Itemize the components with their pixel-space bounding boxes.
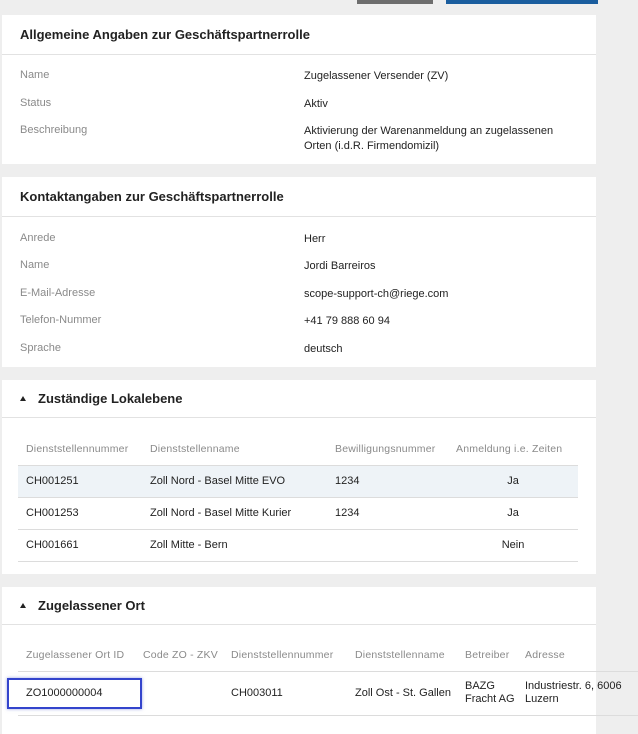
table-cell: CH003011 (231, 687, 283, 699)
column-header[interactable]: Betreiber (465, 649, 510, 662)
table-cell: 1234 (335, 507, 360, 519)
table-cell: Zoll Nord - Basel Mitte Kurier (150, 507, 292, 519)
field-value-salutation: Herr (304, 233, 326, 245)
table-cell: Ja (507, 507, 519, 519)
column-header[interactable]: Dienststellennummer (231, 649, 334, 662)
table-cell: Zoll Ost - St. Gallen (355, 686, 451, 699)
table-cell: Zoll Mitte - Bern (150, 539, 228, 551)
table-cell: CH001253 (26, 507, 79, 519)
table-cell (327, 529, 448, 561)
column-header[interactable]: Anmeldung i.e. Zeiten (456, 442, 563, 455)
table-cell[interactable]: ZO1000000004 (26, 687, 103, 699)
secondary-action-button[interactable] (357, 0, 433, 4)
field-value-contact-name: Jordi Barreiros (304, 260, 376, 272)
local-level-header[interactable] (2, 380, 596, 418)
local-level-table (18, 433, 578, 562)
field-label-name: Name (20, 69, 50, 81)
table-row[interactable] (18, 529, 578, 561)
field-value-language: deutsch (304, 343, 343, 355)
table-cell: Nein (501, 539, 525, 551)
column-header[interactable]: Dienststellenname (150, 442, 240, 455)
field-value-email: scope-support-ch@riege.com (304, 288, 449, 300)
table-cell: Zoll Nord - Basel Mitte EVO (150, 475, 286, 487)
local-level-card (2, 380, 596, 574)
authorized-place-header[interactable] (2, 587, 596, 625)
table-cell (135, 671, 223, 715)
authorized-place-title: Zugelassener Ort (38, 598, 145, 613)
field-value-name: Zugelassener Versender (ZV) (304, 70, 449, 82)
contact-info-title: Kontaktangaben zur Geschäftspartnerrolle (2, 177, 596, 217)
collapse-caret-icon[interactable] (20, 396, 26, 401)
field-label-language: Sprache (20, 342, 61, 354)
column-header[interactable]: Dienststellennummer (26, 442, 129, 455)
field-value-status: Aktiv (304, 98, 328, 110)
field-label-phone: Telefon-Nummer (20, 314, 102, 326)
field-label-description: Beschreibung (20, 124, 88, 136)
column-header[interactable]: Bewilligungsnummer (335, 442, 436, 455)
table-row[interactable] (18, 497, 578, 529)
field-label-email: E-Mail-Adresse (20, 287, 96, 299)
column-header[interactable]: Adresse (525, 649, 565, 662)
primary-action-button[interactable] (446, 0, 598, 4)
table-cell: Ja (507, 475, 519, 487)
column-header[interactable]: Code ZO - ZKV (143, 649, 218, 662)
table-row[interactable] (18, 465, 578, 497)
selected-cell-highlight (7, 678, 142, 709)
table-cell: CH001251 (26, 475, 79, 487)
field-label-contact-name: Name (20, 259, 50, 271)
table-cell: BAZG Fracht AG (465, 680, 515, 705)
general-info-card (2, 15, 596, 164)
local-level-title: Zuständige Lokalebene (38, 391, 183, 406)
general-info-title: Allgemeine Angaben zur Geschäftspartnerrolle (2, 15, 596, 55)
authorized-place-card (2, 587, 622, 734)
table-cell: CH001661 (26, 539, 79, 551)
table-cell: Industriestr. 6, 6006 Luzern (525, 680, 622, 705)
table-cell: 1234 (335, 475, 360, 487)
column-header[interactable]: Zugelassener Ort ID (26, 649, 125, 662)
field-value-description: Aktivierung der Warenanmeldung an zugelassenen Orten (i.d.R. Firmendomizil) (304, 125, 554, 152)
column-header[interactable]: Dienststellenname (355, 649, 445, 662)
collapse-caret-icon[interactable] (20, 603, 26, 608)
contact-info-card (2, 177, 596, 367)
field-label-status: Status (20, 97, 52, 109)
field-value-phone: +41 79 888 60 94 (304, 315, 390, 327)
field-label-salutation: Anrede (20, 232, 56, 244)
